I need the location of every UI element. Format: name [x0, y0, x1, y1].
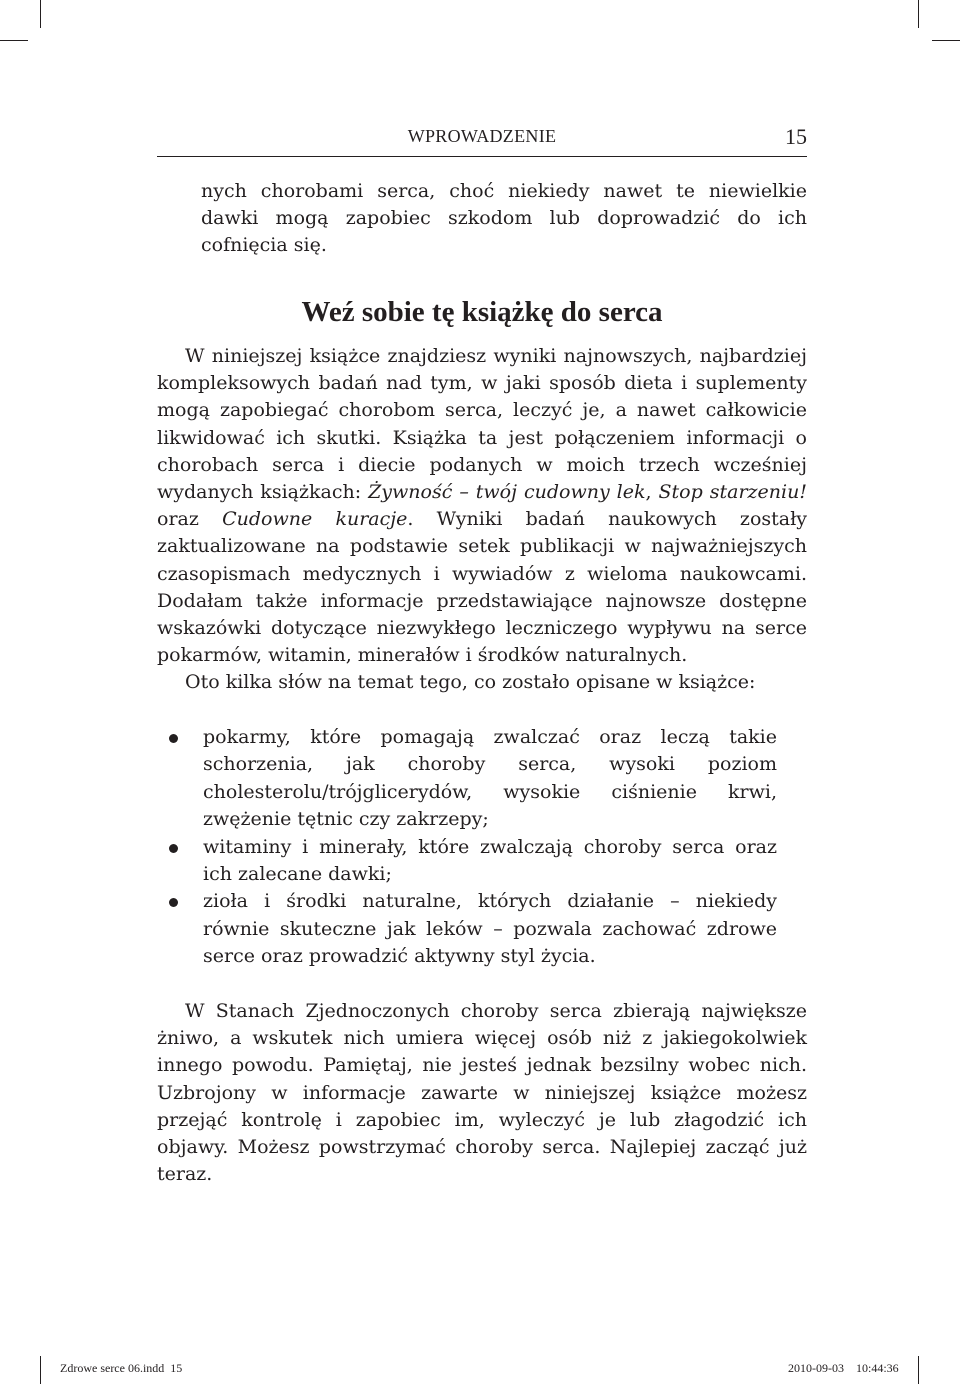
list-intro: Oto kilka słów na temat tego, co zostało opisane w książce:	[185, 671, 756, 694]
bullet-icon	[169, 844, 178, 853]
book-title-1: Żywność – twój cudowny lek	[368, 481, 646, 504]
intro-text: nych chorobami serca, choć niekiedy nawet te niewielkie dawki mogą zapobiec szkodom lub doprowadzić do ich cofnięcia się.	[201, 180, 807, 257]
list-item-text: pokarmy, które pomagają zwalczać oraz leczą takie schorzenia, jak choroby serca, wysoki poziom cholesterolu/trójglicerydów, wysokie ciśnienie krwi, zwężenie tętnic czy zakrzepy;	[203, 726, 777, 831]
list-item	[157, 834, 777, 889]
book-title-3: Cudowne kuracje	[222, 508, 408, 531]
list-item-text: witaminy i minerały, które zwalczają choroby serca oraz ich zalecane dawki;	[203, 835, 777, 886]
intro-paragraph	[157, 178, 807, 260]
slug-timestamp	[788, 1357, 899, 1379]
list-item	[157, 724, 777, 834]
main-text-part1: W niniejszej książce znajdziesz wyniki najnowszych, najbardziej kompleksowych badań nad tym, w jaki sposób dieta i suplementy mogą zapobiegać chorobom serca, leczyć je, a nawet całkowicie likwidować ich skutki. Książka ta jest połączeniem informacji o chorobach serca i diecie podanych w moich trzech wcześniej wydanych książkach:	[157, 345, 807, 504]
running-header	[157, 126, 807, 157]
slug-file-info	[60, 1357, 182, 1379]
page-number: 15	[785, 124, 807, 149]
title-separator-1: ,	[645, 481, 659, 504]
list-item-text: zioła i środki naturalne, których działanie – niekiedy równie skuteczne jak leków – pozwala zachować zdrowe serce oraz prowadzić aktywny styl życia.	[203, 890, 777, 968]
crop-mark-bottom-left-v	[40, 1356, 41, 1384]
slug-file-name: Zdrowe serce 06.indd	[60, 1361, 165, 1375]
bullet-icon	[169, 734, 178, 743]
slug-date: 2010-09-03	[788, 1361, 844, 1375]
closing-paragraph	[157, 998, 807, 1188]
slug-time: 10:44:36	[856, 1361, 899, 1375]
crop-mark-top-left-v	[40, 0, 41, 28]
book-title-2: Stop starzeniu!	[658, 481, 807, 504]
crop-mark-top-right-v	[918, 0, 919, 28]
crop-mark-top-right-h	[932, 40, 960, 41]
chapter-title: WPROWADZENIE	[407, 126, 557, 146]
main-paragraph-text	[157, 343, 807, 669]
closing-paragraph-text: W Stanach Zjednoczonych choroby serca zbierają największe żniwo, a wskutek nich umiera więcej osób niż z jakiegokolwiek innego powodu. Pamiętaj, nie jesteś jednak bezsilny wobec nich. Uzbrojony w informacje zawarte w niniejszej książce możesz przejąć kontrolę i zapobiec im, wyleczyć je lub złagodzić ich objawy. Możesz powstrzymać choroby serca. Najlepiej zacząć już teraz.	[157, 1000, 807, 1186]
title-separator-2: oraz	[157, 508, 223, 531]
bullet-list	[157, 724, 777, 971]
main-text-part2: . Wyniki badań naukowych zostały zaktualizowane na podstawie setek publikacji w najważniejszych czasopismach medycznych i wywiadów z wieloma naukowcami. Dodałam także informacje przedstawiające najnowsze dostępne wskazówki dotyczące niezwykłego leczniczego wypływu na serce pokarmów, witamin, minerałów i środków naturalnych.	[157, 508, 807, 667]
bullet-icon	[169, 898, 178, 907]
main-paragraph	[157, 343, 807, 697]
section-heading: Weź sobie tę książkę do serca	[301, 296, 663, 328]
list-item	[157, 888, 777, 970]
crop-mark-top-left-h	[0, 40, 28, 41]
slug-page: 15	[170, 1361, 183, 1375]
crop-mark-bottom-right-v	[918, 1356, 919, 1384]
